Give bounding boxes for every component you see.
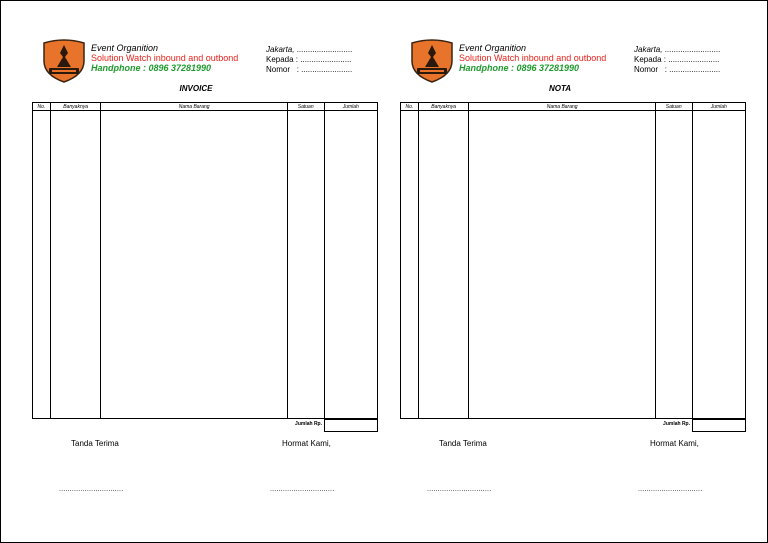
header-item-name: Nama Barang — [101, 103, 287, 111]
total-field[interactable] — [692, 419, 746, 432]
cell-amount[interactable] — [692, 111, 745, 419]
document-title: NOTA — [548, 84, 572, 93]
shield-logo-icon — [41, 37, 87, 83]
cell-no[interactable] — [33, 111, 51, 419]
receiver-label: Tanda Terima — [71, 439, 119, 448]
company-info — [91, 43, 238, 73]
sender-signature-line: .............................. — [270, 486, 335, 493]
receiver-signature-line: .............................. — [59, 486, 124, 493]
total-label: Jumlah Rp. — [663, 421, 690, 427]
cell-qty[interactable] — [50, 111, 101, 419]
number-dots: : ....................... — [664, 65, 721, 74]
cell-item-name[interactable] — [101, 111, 287, 419]
to-dots: ....................... — [300, 55, 352, 64]
company-phone: Handphone : 0896 37281990 — [459, 63, 580, 73]
sender-label: Hormat Kami, — [650, 439, 699, 448]
nota-meta — [634, 45, 720, 75]
document-title: INVOICE — [179, 84, 213, 93]
total-label: Jumlah Rp. — [295, 421, 322, 427]
number-label: Nomor — [634, 65, 659, 74]
table-row — [33, 111, 378, 419]
cell-item-name[interactable] — [469, 111, 655, 419]
number-label: Nomor — [266, 65, 291, 74]
cell-qty[interactable] — [418, 111, 469, 419]
city-label: Jakarta, — [266, 45, 295, 54]
company-info — [459, 43, 606, 73]
company-name: Event Organition — [91, 43, 159, 53]
invoice-meta — [266, 45, 352, 75]
receiver-label: Tanda Terima — [439, 439, 487, 448]
to-label: Kepada : — [634, 55, 667, 64]
company-tagline: Solution Watch inbound and outbond — [91, 53, 239, 63]
receiver-signature-line: .............................. — [427, 486, 492, 493]
company-name: Event Organition — [459, 43, 527, 53]
sender-signature-line: .............................. — [638, 486, 703, 493]
shield-logo-icon — [409, 37, 455, 83]
company-phone: Handphone : 0896 37281990 — [91, 63, 212, 73]
items-table — [400, 102, 746, 419]
sender-label: Hormat Kami, — [282, 439, 331, 448]
city-dots: ......................... — [664, 45, 721, 54]
header-amount: Jumlah — [324, 103, 377, 111]
header-unit: Satuan — [287, 103, 324, 111]
header-item-name: Nama Barang — [469, 103, 655, 111]
header-unit: Satuan — [655, 103, 692, 111]
cell-no[interactable] — [401, 111, 419, 419]
nota-form — [368, 0, 752, 543]
header-no: No. — [33, 103, 51, 111]
header-no: No. — [401, 103, 419, 111]
to-dots: ....................... — [668, 55, 720, 64]
number-dots: : ....................... — [296, 65, 353, 74]
city-label: Jakarta, — [634, 45, 663, 54]
city-dots: ......................... — [296, 45, 353, 54]
header-qty: Banyaknya — [418, 103, 469, 111]
header-amount: Jumlah — [692, 103, 745, 111]
cell-unit[interactable] — [287, 111, 324, 419]
company-tagline: Solution Watch inbound and outbond — [459, 53, 607, 63]
cell-unit[interactable] — [655, 111, 692, 419]
table-row — [401, 111, 746, 419]
header-qty: Banyaknya — [50, 103, 101, 111]
items-table — [32, 102, 378, 419]
to-label: Kepada : — [266, 55, 299, 64]
